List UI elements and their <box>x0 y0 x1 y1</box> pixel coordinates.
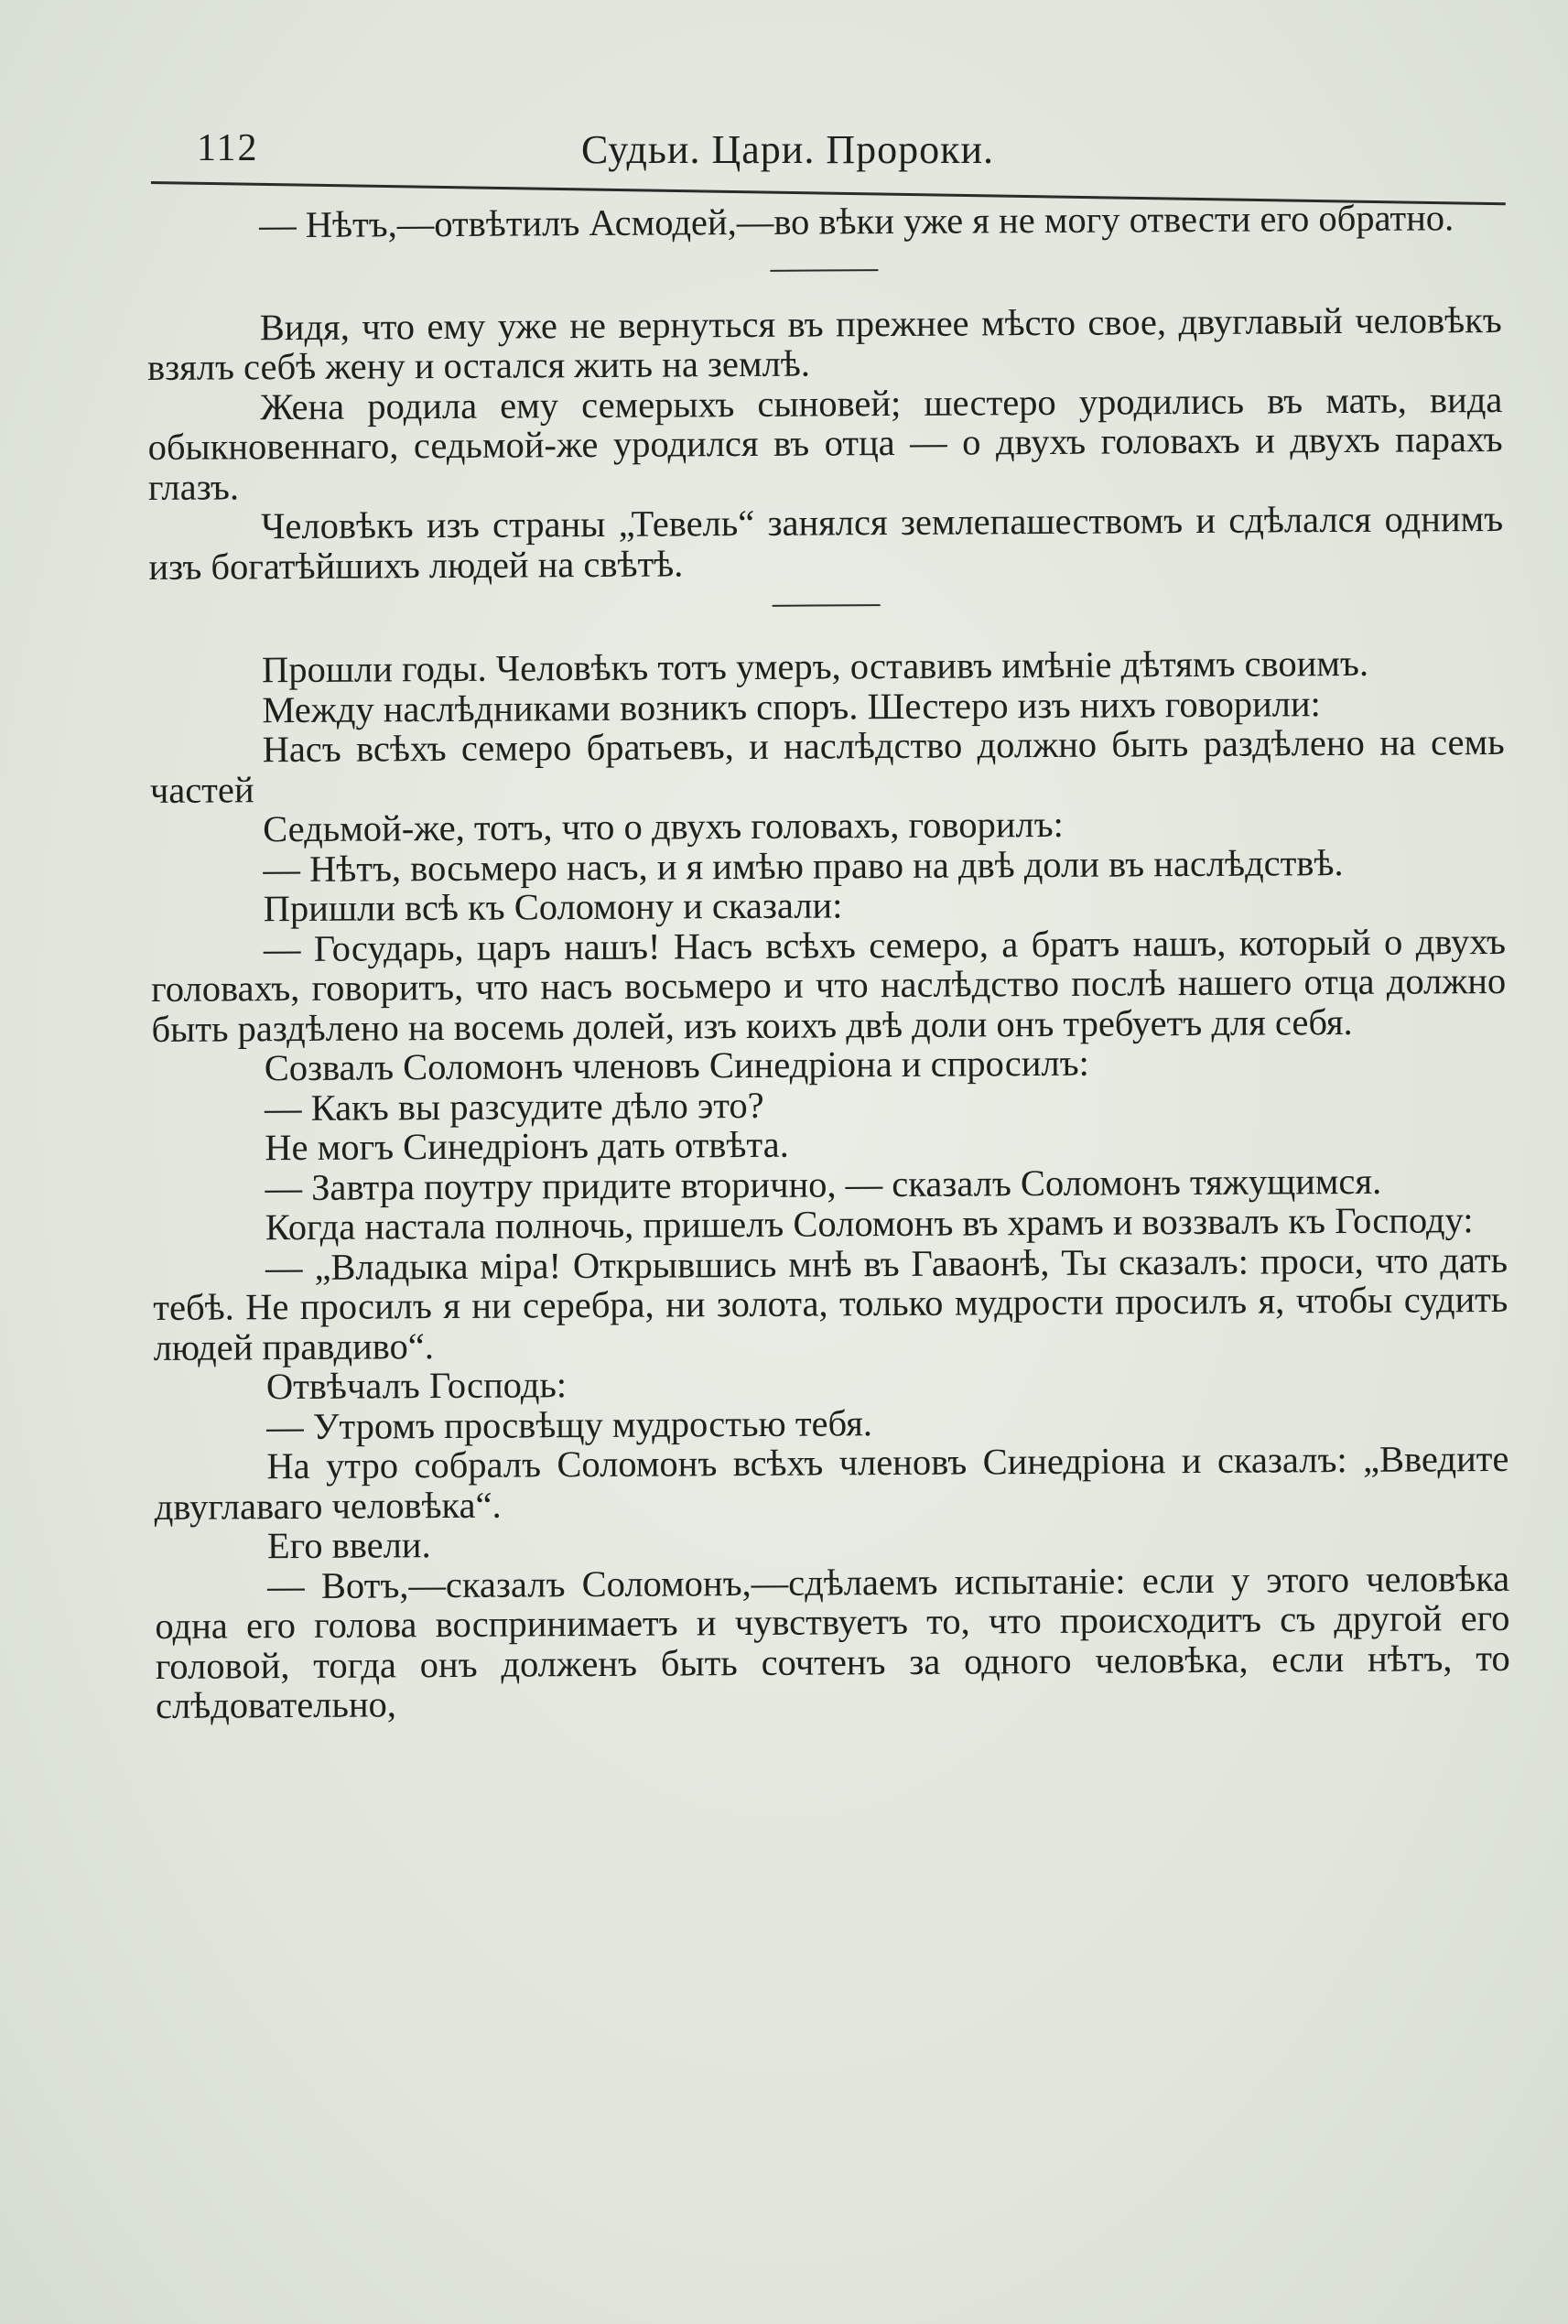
paragraph: Созвалъ Соломонъ членовъ Синедріона и спросилъ: <box>264 1042 1089 1089</box>
page-text <box>146 198 1510 1726</box>
paragraph: Пришли всѣ къ Соломону и сказали: <box>263 884 843 930</box>
paragraph: — Нѣтъ, восьмеро насъ, и я имѣю право на двѣ доли въ наслѣдствѣ. <box>263 841 1344 890</box>
paragraph: Не могъ Синедріонъ дать отвѣта. <box>265 1123 789 1169</box>
paragraph: Прошли годы. Человѣкъ тотъ умеръ, оставивъ имѣніе дѣтямъ своимъ. <box>261 642 1369 691</box>
paragraph: — „Владыка міра! Открывшись мнѣ въ Гаваонѣ, Ты сказалъ: проси, что дать тебѣ. Не просилъ я ни серебра, ни золота, только мудрости просилъ я, чтобы судить людей правдиво“. <box>153 1238 1509 1368</box>
paragraph: — Утромъ просвѣщу мудростью тебя. <box>266 1401 873 1447</box>
paragraph: Его ввели. <box>266 1524 431 1567</box>
paragraph: — Государь, царъ нашъ! Насъ всѣхъ семеро, а братъ нашъ, который о двухъ головахъ, говоритъ, что насъ восьмеро и что наслѣдство послѣ нашего отца должно быть раздѣлено на восемь долей, изъ коихъ двѣ доли онъ требуетъ для себя. <box>151 920 1507 1050</box>
paragraph: Насъ всѣхъ семеро братьевъ, и наслѣдство должно быть раздѣлено на семь частей <box>149 720 1505 811</box>
section-divider <box>773 604 881 607</box>
paragraph: — Нѣтъ,—отвѣтилъ Асмодей,—во вѣки уже я не могу отвести его обратно. <box>258 197 1454 246</box>
paragraph: — Какъ вы разсудите дѣло это? <box>264 1084 764 1129</box>
paragraph: — Завтра поутру придите вторично, — сказалъ Соломонъ тяжущимся. <box>265 1160 1382 1208</box>
paragraph: На утро собралъ Соломонъ всѣхъ членовъ Синедріона и сказалъ: „Введите двуглаваго человѣка“. <box>154 1437 1509 1528</box>
page-number: 112 <box>197 127 259 169</box>
paragraph: Видя, что ему уже не вернуться въ прежнее мѣсто свое, двуглавый человѣкъ взялъ себѣ жену и остался жить на землѣ. <box>146 298 1502 388</box>
paragraph: Жена родила ему семерыхъ сыновей; шестеро уродились въ мать, вида обыкновеннаго, седьмой-же уродился въ отца — о двухъ головахъ и двухъ парахъ глазъ. <box>147 378 1503 508</box>
paragraph: Человѣкъ изъ страны „Тевель“ занялся землепашествомъ и сдѣлался однимъ изъ богатѣйшихъ людей на свѣтѣ. <box>148 497 1504 588</box>
paragraph: — Вотъ,—сказалъ Соломонъ,—сдѣлаемъ испытаніе: если у этого человѣка одна его голова воспринимаетъ и чувствуетъ то, что происходитъ съ другой его головой, тогда онъ долженъ быть сочтенъ за одного человѣка, если нѣтъ, то слѣдовательно, <box>155 1557 1510 1726</box>
page-header <box>151 126 1501 185</box>
running-title: Судьи. Цари. Пророки. <box>581 127 995 172</box>
paragraph: Между наслѣдниками возникъ споръ. Шестеро изъ нихъ говорили: <box>262 682 1321 730</box>
paragraph: Седьмой-же, тотъ, что о двухъ головахъ, говорилъ: <box>263 803 1064 850</box>
paragraph: Отвѣчалъ Господь: <box>265 1364 568 1408</box>
section-divider <box>770 269 878 272</box>
paragraph: Когда настала полночь, пришелъ Соломонъ въ храмъ и воззвалъ къ Господу: <box>265 1199 1474 1248</box>
